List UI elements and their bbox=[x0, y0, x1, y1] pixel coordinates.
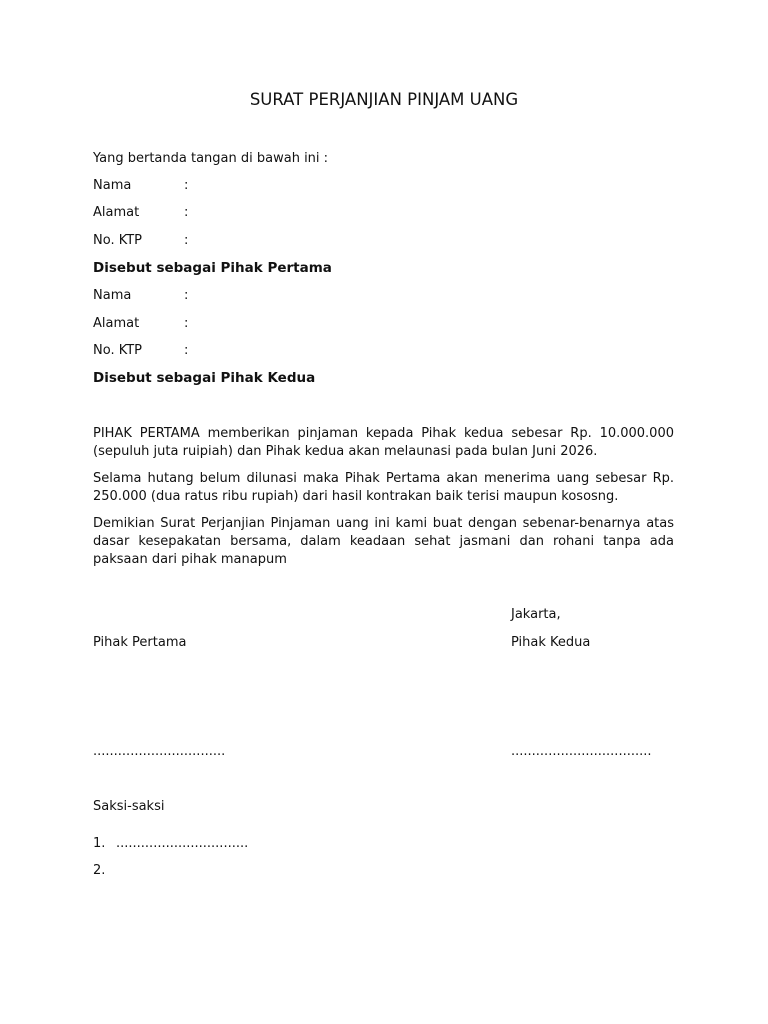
paragraph-payment: Selama hutang belum dilunasi maka Pihak Pertama akan menerima uang sebesar Rp. 250.000 (dua ratus ribu rupiah) dari hasil kontrakan baik terisi maupun kososng. bbox=[93, 471, 674, 504]
witness-line-1: ................................ bbox=[116, 836, 249, 851]
signature-place: Jakarta, bbox=[511, 607, 561, 622]
pihak-kedua-heading: Disebut sebagai Pihak Kedua bbox=[93, 370, 316, 386]
field-colon: : bbox=[184, 178, 189, 193]
field-label-alamat-2: Alamat bbox=[93, 316, 140, 331]
paragraph-closing: Demikian Surat Perjanjian Pinjaman uang ini kami buat dengan sebenar-benarnya atas dasar kesepakatan bersama, dalam keadaan sehat jasmani dan rohani tanpa ada paksaan dari pihak manapum bbox=[93, 516, 674, 567]
document-title: SURAT PERJANJIAN PINJAM UANG bbox=[249, 90, 519, 109]
witness-number-1: 1. bbox=[93, 836, 106, 851]
field-label-ktp-2: No. KTP bbox=[93, 343, 143, 358]
paragraph-loan: PIHAK PERTAMA memberikan pinjaman kepada Pihak kedua sebesar Rp. 10.000.000 (sepuluh juta ruipiah) dan Pihak kedua akan melaunasi pada bulan Juni 2026. bbox=[93, 426, 674, 459]
field-colon: : bbox=[184, 343, 189, 358]
field-colon: : bbox=[184, 316, 189, 331]
signature-label-pihak-pertama: Pihak Pertama bbox=[93, 635, 187, 650]
witnesses-heading: Saksi-saksi bbox=[93, 799, 165, 814]
field-label-nama-1: Nama bbox=[93, 178, 132, 193]
signature-label-pihak-kedua: Pihak Kedua bbox=[511, 635, 591, 650]
field-colon: : bbox=[184, 288, 189, 303]
pihak-pertama-heading: Disebut sebagai Pihak Pertama bbox=[93, 260, 332, 276]
signature-line-pihak-pertama: ................................ bbox=[93, 744, 226, 759]
field-colon: : bbox=[184, 233, 189, 248]
field-label-alamat-1: Alamat bbox=[93, 205, 140, 220]
intro-text: Yang bertanda tangan di bawah ini : bbox=[93, 151, 329, 166]
witness-number-2: 2. bbox=[93, 863, 106, 878]
field-label-nama-2: Nama bbox=[93, 288, 132, 303]
signature-line-pihak-kedua: .................................. bbox=[511, 744, 652, 759]
field-colon: : bbox=[184, 205, 189, 220]
field-label-ktp-1: No. KTP bbox=[93, 233, 143, 248]
